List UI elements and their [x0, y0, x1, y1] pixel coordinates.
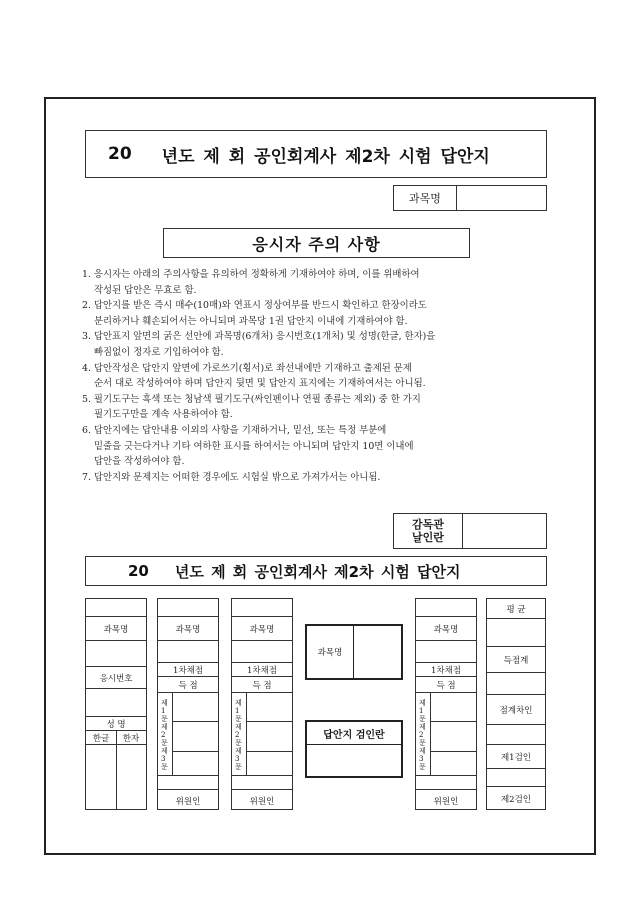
- grading-column-3: [415, 598, 477, 810]
- subject-input[interactable]: [457, 186, 546, 210]
- notice-item-6-cont-1: 밑줄을 긋는다거나 기타 여하한 표시를 하여서는 아니되며 답안지 10면 이내에: [94, 440, 414, 452]
- score-label: 득 점: [232, 677, 292, 693]
- notice-item-4: 4. 답안작성은 답안지 앞면에 가로쓰기(횡서)로 좌선내에만 기재하고 출제된 문제: [82, 362, 412, 374]
- question-numbers-label: 제1문제2문제3문: [235, 699, 242, 771]
- notice-item-1: 1. 응시자는 아래의 주의사항을 유의하여 정확하게 기재하여야 하며, 이를 위배하여: [82, 269, 420, 280]
- notice-item-6: 6. 답안지에는 답안내용 이외의 사항을 기재하거나, 밑선, 또는 특정 부분에: [82, 424, 387, 436]
- answer-seal-label: 답안지 검인란: [307, 722, 401, 745]
- notice-item-6-cont-2: 답안을 작성하여야 함.: [94, 456, 185, 468]
- notice-heading: 응시자 주의 사항: [163, 228, 470, 258]
- grading-column-2: [231, 598, 293, 810]
- supervisor-seal-label: 감독관: [412, 518, 444, 531]
- name-hanja-input[interactable]: [117, 745, 146, 809]
- column-subject-label: 과목명: [158, 617, 218, 641]
- exam-number-input[interactable]: [86, 689, 146, 717]
- first-grade-label: 1차채점: [158, 663, 218, 677]
- subject-input-left[interactable]: [86, 641, 146, 667]
- question-numbers-label: 제1문제2문제3문: [419, 699, 426, 771]
- notice-item-2-cont-1: 분리하거나 훼손되어서는 아니되며 과목당 1권 답안지 이내에 기재하여야 함.: [94, 315, 408, 327]
- average-label: 평 균: [487, 599, 545, 619]
- mid-subject-label: 과목명: [307, 626, 354, 678]
- question-numbers-label: 제1문제2문제3문: [161, 699, 168, 771]
- exam-number-label: 응시번호: [86, 667, 146, 689]
- notice-item-2: 2. 답안지를 받은 즉시 매수(10매)와 연표시 정상여부를 반드시 확인하고 한장이라도: [82, 300, 427, 312]
- bottom-title: 20 년도 제 회 공인회계사 제2차 시험 답안지: [85, 556, 547, 586]
- committee-seal-label: 위원인: [232, 789, 292, 811]
- notice-item-3: 3. 답안표지 앞면의 굵은 선안에 과목명(6개처) 응시번호(1개처) 및 성명(한글, 한자)을: [82, 331, 436, 343]
- first-grade-label: 1차채점: [416, 663, 476, 677]
- first-check-label: 제1검인: [487, 745, 545, 769]
- first-grade-label: 1차채점: [232, 663, 292, 677]
- page-title: 20 년도 제 회 공인회계사 제2차 시험 답안지: [85, 130, 547, 178]
- score-diff-label: 점계차인: [487, 695, 545, 725]
- subject-label-left: 과목명: [86, 617, 146, 641]
- notice-item-5-cont-1: 필기도구만을 계속 사용하여야 함.: [94, 409, 233, 421]
- subject-field[interactable]: [393, 185, 547, 211]
- score-label: 득 점: [416, 677, 476, 693]
- column-subject-label: 과목명: [232, 617, 292, 641]
- committee-seal-label: 위원인: [158, 789, 218, 811]
- column-subject-label: 과목명: [416, 617, 476, 641]
- name-label: 성 명: [86, 717, 146, 731]
- supervisor-seal-field[interactable]: [393, 513, 547, 549]
- column-subject-input[interactable]: [158, 641, 218, 663]
- score-summary-panel: [486, 598, 546, 810]
- second-check-label: 제2검인: [500, 795, 532, 805]
- column-subject-input[interactable]: [232, 641, 292, 663]
- grading-column-1: [157, 598, 219, 810]
- committee-seal-label: 위원인: [416, 789, 476, 811]
- notice-item-7: 7. 답안지와 문제지는 어떠한 경우에도 시험실 밖으로 가져가서는 아니됨.: [82, 471, 381, 483]
- total-score-label: 득점계: [487, 647, 545, 673]
- column-subject-input[interactable]: [416, 641, 476, 663]
- notice-item-5: 5. 필기도구는 흑색 또는 청남색 필기도구(싸인펜이나 연필 종류는 제외) 중 한 가지: [82, 393, 421, 405]
- name-hangul-input[interactable]: [86, 745, 116, 809]
- mid-subject-input[interactable]: [354, 626, 401, 678]
- hangul-label: 한글: [92, 733, 110, 744]
- notice-item-3-cont-1: 빠짐없이 정자로 기입하여야 함.: [94, 346, 224, 358]
- supervisor-seal-input[interactable]: [463, 514, 546, 548]
- applicant-info-panel: [85, 598, 147, 810]
- subject-label: 과목명: [394, 186, 457, 210]
- average-input[interactable]: [487, 619, 545, 647]
- notice-item-4-cont-1: 순서 대로 작성하여야 하며 답안지 뒷면 및 답안지 표지에는 기재하여서는 아니됨.: [94, 378, 426, 390]
- mid-subject-field[interactable]: [305, 624, 403, 680]
- answer-seal-field[interactable]: [305, 720, 403, 778]
- notice-item-1-cont-1: 작성된 답안은 무효로 함.: [94, 284, 197, 296]
- score-label: 득 점: [158, 677, 218, 693]
- hanja-label: 한자: [122, 733, 140, 744]
- notice-list: [82, 267, 557, 485]
- supervisor-seal-label-2: 날인란: [412, 531, 444, 544]
- total-score-input[interactable]: [487, 673, 545, 695]
